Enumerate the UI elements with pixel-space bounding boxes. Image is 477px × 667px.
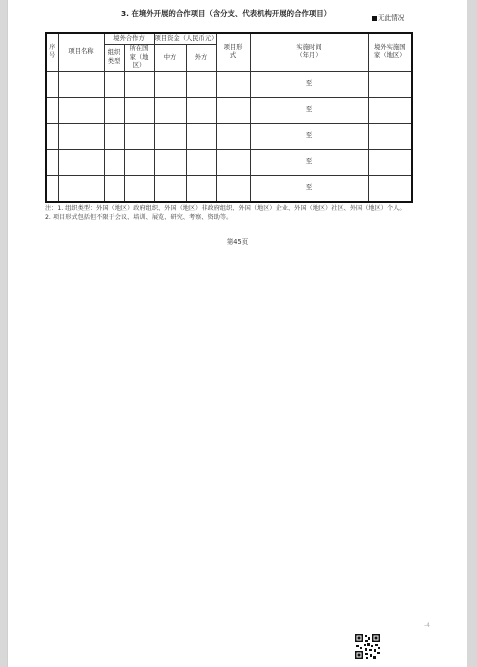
checked-box-icon: [372, 16, 377, 21]
table-row: [46, 149, 412, 175]
header-period: 实施时间（年月）: [250, 33, 368, 71]
header-org-type: 组织类型: [104, 45, 124, 72]
header-funding: 项目资金（人民币元）: [154, 33, 216, 45]
header-foreign-side: 外方: [186, 45, 216, 72]
no-case-checkbox[interactable]: [372, 12, 404, 22]
document-page: [8, 0, 467, 667]
table-row: [46, 97, 412, 123]
section-title: 3. 在境外开展的合作项目（含分支、代表机构开展的合作项目）: [120, 9, 332, 18]
note-org-types: 注：1. 组织类型：外国（地区）政府组织、外国（地区）非政府组织、外国（地区）企业、外国（地区）社区、外国（地区）个人。: [45, 205, 406, 212]
header-row-1: [46, 33, 412, 45]
scan-margin: [467, 0, 477, 667]
header-seq: 序号: [46, 33, 58, 71]
note-project-forms: 2. 项目形式包括但不限于会议、培训、展览、研究、考察、资助等。: [45, 213, 233, 221]
header-org-country: 所在国家（地区）: [124, 45, 154, 72]
table-notes: [45, 205, 415, 222]
corner-mark: -4: [424, 622, 430, 629]
header-form: 项目形式: [216, 33, 250, 71]
table-row: [46, 71, 412, 97]
header-foreign-partner: 境外合作方: [104, 33, 154, 45]
no-case-label: 无此情况: [378, 14, 405, 22]
period-separator: 至: [250, 175, 368, 202]
header-project-name: 项目名称: [58, 33, 104, 71]
period-separator: 至: [250, 149, 368, 175]
table-row: [46, 123, 412, 149]
period-separator: 至: [250, 71, 368, 97]
header-country: 境外实施国家（地区）: [368, 33, 412, 71]
period-separator: 至: [250, 123, 368, 149]
header-chinese-side: 中方: [154, 45, 186, 72]
table-row: [46, 175, 412, 202]
page-number: 第45页: [226, 238, 249, 246]
cooperation-projects-table: [45, 32, 413, 203]
period-separator: 至: [250, 97, 368, 123]
qr-code-icon: [354, 633, 381, 660]
